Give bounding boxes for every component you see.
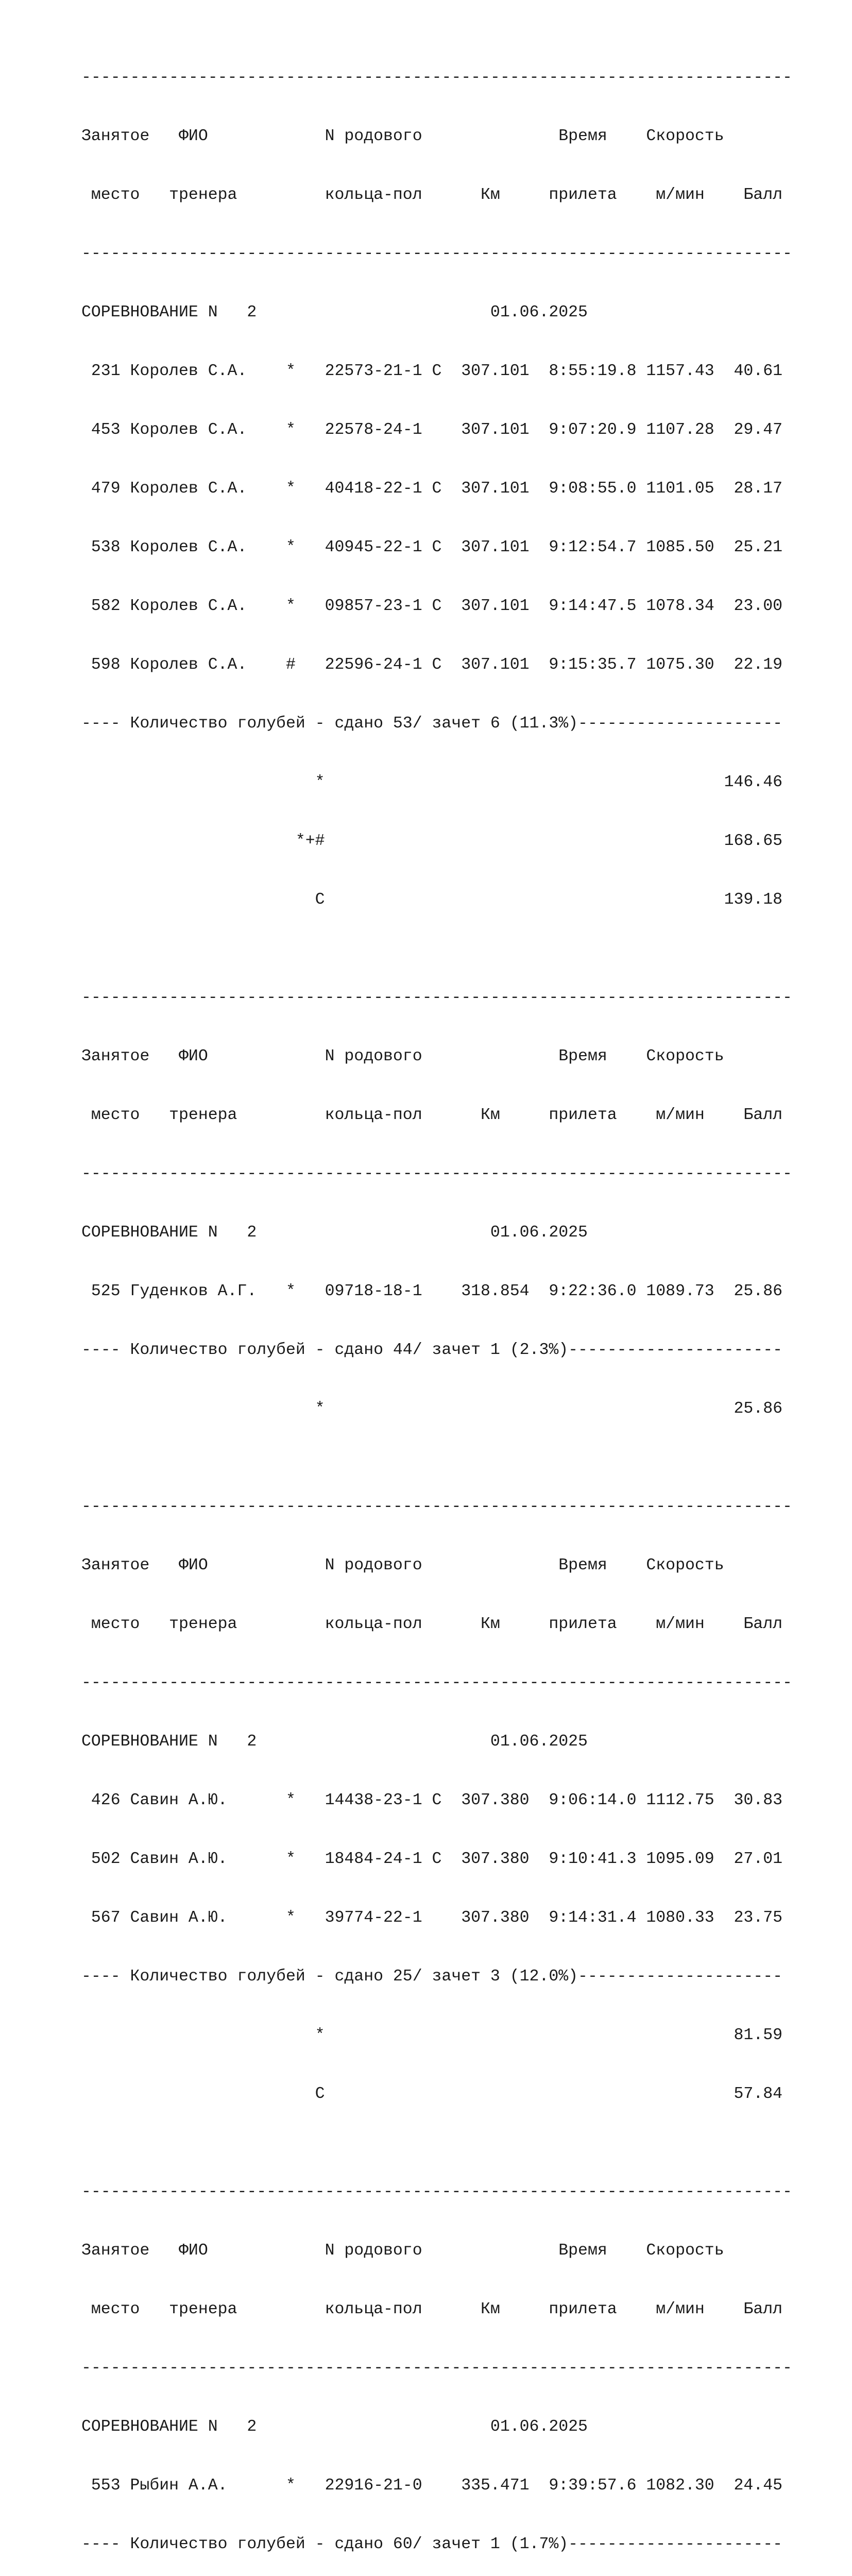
- total-line: * 81.59: [81, 2026, 783, 2044]
- result-row: 538 Королев С.А. * 40945-22-1 С 307.101 9:12:54.7 1085.50 25.21: [81, 538, 783, 556]
- separator-line: -------------------------------------------------------------------------: [81, 2359, 792, 2377]
- summary-line: ---- Количество голубей - сдано 60/ зачет 1 (1.7%)----------------------: [81, 2535, 783, 2553]
- competition-line: СОРЕВНОВАНИЕ N 2 01.06.2025: [81, 1733, 588, 1751]
- column-header-line-2: место тренера кольца-пол Км прилета м/мин Балл: [81, 1106, 783, 1124]
- competition-line: СОРЕВНОВАНИЕ N 2 01.06.2025: [81, 1224, 588, 1242]
- result-row: 525 Гуденков А.Г. * 09718-18-1 318.854 9:22:36.0 1089.73 25.86: [81, 1282, 783, 1300]
- separator-line: -------------------------------------------------------------------------: [81, 245, 792, 263]
- separator-line: -------------------------------------------------------------------------: [81, 1498, 792, 1516]
- total-line: С 139.18: [81, 891, 783, 909]
- separator-line: -------------------------------------------------------------------------: [81, 69, 792, 87]
- separator-line: -------------------------------------------------------------------------: [81, 989, 792, 1007]
- total-line: *+# 168.65: [81, 832, 783, 850]
- column-header-line-1: Занятое ФИО N родового Время Скорость: [81, 1556, 724, 1574]
- result-row: 567 Савин А.Ю. * 39774-22-1 307.380 9:14:31.4 1080.33 23.75: [81, 1909, 783, 1927]
- results-sheet: [81, 9, 792, 2576]
- total-line: * 146.46: [81, 773, 783, 791]
- column-header-line-2: место тренера кольца-пол Км прилета м/мин Балл: [81, 186, 783, 204]
- competition-line: СОРЕВНОВАНИЕ N 2 01.06.2025: [81, 303, 588, 321]
- summary-line: ---- Количество голубей - сдано 25/ зачет 3 (12.0%)---------------------: [81, 1968, 783, 1986]
- column-header-line-2: место тренера кольца-пол Км прилета м/мин Балл: [81, 2300, 783, 2318]
- result-row: 502 Савин А.Ю. * 18484-24-1 С 307.380 9:10:41.3 1095.09 27.01: [81, 1850, 783, 1868]
- result-row: 598 Королев С.А. # 22596-24-1 С 307.101 9:15:35.7 1075.30 22.19: [81, 656, 783, 674]
- column-header-line-1: Занятое ФИО N родового Время Скорость: [81, 127, 724, 145]
- result-row: 453 Королев С.А. * 22578-24-1 307.101 9:07:20.9 1107.28 29.47: [81, 421, 783, 439]
- separator-line: -------------------------------------------------------------------------: [81, 1165, 792, 1183]
- competition-line: СОРЕВНОВАНИЕ N 2 01.06.2025: [81, 2418, 588, 2436]
- result-row: 231 Королев С.А. * 22573-21-1 С 307.101 8:55:19.8 1157.43 40.61: [81, 362, 783, 380]
- separator-line: -------------------------------------------------------------------------: [81, 1674, 792, 1692]
- result-row: 479 Королев С.А. * 40418-22-1 С 307.101 9:08:55.0 1101.05 28.17: [81, 480, 783, 498]
- column-header-line-2: место тренера кольца-пол Км прилета м/мин Балл: [81, 1615, 783, 1633]
- result-row: 426 Савин А.Ю. * 14438-23-1 С 307.380 9:06:14.0 1112.75 30.83: [81, 1791, 783, 1809]
- column-header-line-1: Занятое ФИО N родового Время Скорость: [81, 1047, 724, 1065]
- summary-line: ---- Количество голубей - сдано 53/ зачет 6 (11.3%)---------------------: [81, 715, 783, 733]
- total-line: С 57.84: [81, 2085, 783, 2103]
- result-row: 582 Королев С.А. * 09857-23-1 С 307.101 9:14:47.5 1078.34 23.00: [81, 597, 783, 615]
- total-line: * 25.86: [81, 1400, 783, 1418]
- summary-line: ---- Количество голубей - сдано 44/ зачет 1 (2.3%)----------------------: [81, 1341, 783, 1359]
- separator-line: -------------------------------------------------------------------------: [81, 2183, 792, 2201]
- column-header-line-1: Занятое ФИО N родового Время Скорость: [81, 2242, 724, 2260]
- result-row: 553 Рыбин А.А. * 22916-21-0 335.471 9:39:57.6 1082.30 24.45: [81, 2477, 783, 2495]
